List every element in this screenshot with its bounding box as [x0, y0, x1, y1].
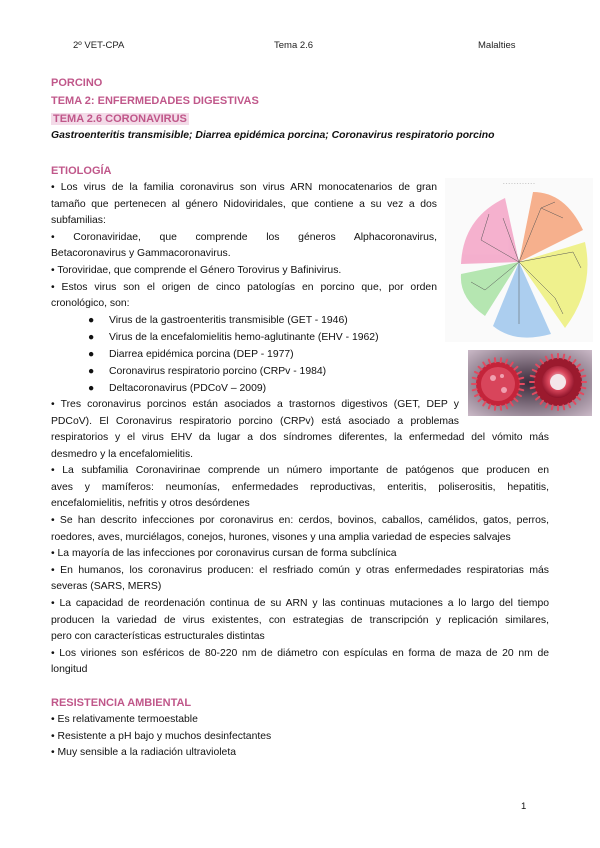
svg-text:- - - - - - - - - - - -: - - - - - - - - - - - - — [503, 181, 535, 186]
list-item: • Resistente a pH bajo y muchos desinfectantes — [51, 730, 272, 742]
list-item: • Es relativamente termoestable — [51, 714, 198, 725]
virus-spike — [563, 405, 564, 409]
paragraph-body — [51, 430, 549, 679]
virus-spike — [473, 389, 477, 390]
virus-spike — [473, 378, 477, 379]
text-line: • La capacidad de reordenación continua de su ARN y las continuas mutaciones a lo largo del tiempo — [51, 597, 549, 609]
virus-particle-right — [534, 358, 582, 406]
text-line: • Los viriones son esféricos de 80-220 nm de diámetro con espículas en forma de maza de 20 nm de — [51, 647, 549, 659]
virus-spike — [552, 405, 553, 409]
virus-spike — [581, 376, 585, 377]
header-course: 2º VET-CPA — [73, 40, 125, 51]
list-item: ● Deltacoronavirus (PDCoV – 2009) — [88, 383, 267, 394]
etiologia-heading: ETIOLOGÍA — [51, 165, 112, 177]
paragraph-digestive — [51, 397, 459, 430]
list-item: ● Coronavirus respiratorio porcino (CRPv - 1984) — [88, 366, 327, 377]
resistencia-heading: RESISTENCIA AMBIENTAL — [51, 697, 192, 709]
phylogenetic-tree-image — [445, 178, 593, 342]
text-line: aves y mamíferos: neumonías, enfermedades reproductivas, enteritis, poliserositis, hepatitis, — [51, 481, 549, 493]
list-item: ● Virus de la encefalomielitis hemo-aglutinante (EHV - 1962) — [88, 332, 379, 343]
text-line: desmedro y la encefalomielitis. — [51, 448, 194, 460]
virus-particle-left — [476, 362, 520, 406]
text-line: • En humanos, los coronavirus producen: el resfriado común y otras enfermedades respiratorias más — [51, 564, 549, 576]
topic-title: TEMA 2: ENFERMEDADES DIGESTIVAS — [51, 95, 259, 107]
text-line: • La subfamilia Coronavirinae comprende un número importante de patógenos que producen en — [51, 465, 549, 477]
virus-spike — [563, 355, 564, 359]
text-line: subfamilias: — [51, 215, 106, 227]
virus-spike — [531, 387, 535, 388]
text-line: encefalomielitis, nefritis y otros desórdenes — [51, 498, 250, 510]
resistencia-list — [51, 712, 451, 762]
paragraph-family — [51, 180, 437, 313]
diseases-subtitle: Gastroenteritis transmisible; Diarrea epidémica porcina; Coronavirus respiratorio porcino — [51, 130, 495, 141]
text-line: severas (SARS, MERS) — [51, 581, 162, 593]
header-subject: Malalties — [478, 40, 516, 51]
text-line: • Estos virus son el origen de cinco patologías en porcino que, por orden — [51, 281, 437, 293]
text-line: roedores, aves, murciélagos, conejos, hurones, visones y una amplia variedad de especies salvajes — [51, 531, 511, 543]
text-line: • Toroviridae, que comprende el Género Torovirus y Bafinivirus. — [51, 264, 342, 276]
virus-spike — [581, 387, 585, 388]
list-item: • Muy sensible a la radiación ultravioleta — [51, 747, 236, 759]
text-line: cronológico, son: — [51, 298, 130, 310]
text-line: • Coronaviridae, que comprende los géneros Alphacoronavirus, — [51, 231, 437, 243]
page-number: 1 — [521, 801, 527, 812]
virus-spike — [552, 355, 553, 359]
text-line: tamaño que pertenecen al género Nidoviridales, que contiene a su vez a dos — [51, 198, 437, 210]
species-title: PORCINO — [51, 77, 103, 89]
text-line: longitud — [51, 664, 88, 676]
virus-spike — [531, 376, 535, 377]
text-line: pero con características estructurales distintas — [51, 631, 265, 643]
virus-spike — [506, 405, 507, 409]
text-line: producen la variedad de virus existentes, con estrategias de transcripción y replicación similares, — [51, 614, 549, 626]
virus-spike — [519, 389, 523, 390]
virus-spike — [506, 360, 507, 364]
virus-spike — [489, 405, 490, 409]
list-item: ● Virus de la gastroenteritis transmisible (GET - 1946) — [88, 315, 348, 326]
title-block — [51, 74, 551, 144]
virus-spike — [519, 378, 523, 379]
subtopic-title: TEMA 2.6 CORONAVIRUS — [53, 113, 187, 125]
text-line: Betacoronavirus y Gammacoronavirus. — [51, 248, 231, 260]
text-line: respiratorios y el virus EHV da lugar a dos síndromes diferentes, la enfermedad del vómito más — [51, 432, 549, 443]
text-line: • Se han descrito infecciones por coronavirus en: cerdos, bovinos, caballos, camélidos, gatos, perros, — [51, 514, 549, 526]
text-line: • Los virus de la familia coronavirus son virus ARN monocatenarios de gran — [51, 182, 437, 193]
text-line: • La mayoría de las infecciones por coronavirus cursan de forma subclínica — [51, 548, 397, 560]
text-line: PDCoV). El Coronavirus respiratorio porcino (CRPv) está asociado a problemas — [51, 415, 459, 427]
pathology-list — [88, 313, 379, 398]
text-line: • Tres coronavirus porcinos están asociados a trastornos digestivos (GET, DEP y — [51, 399, 459, 410]
coronavirus-image — [468, 350, 592, 416]
virus-spike — [489, 360, 490, 364]
header-topic: Tema 2.6 — [274, 40, 314, 51]
list-item: ● Diarrea epidémica porcina (DEP - 1977) — [88, 349, 294, 360]
